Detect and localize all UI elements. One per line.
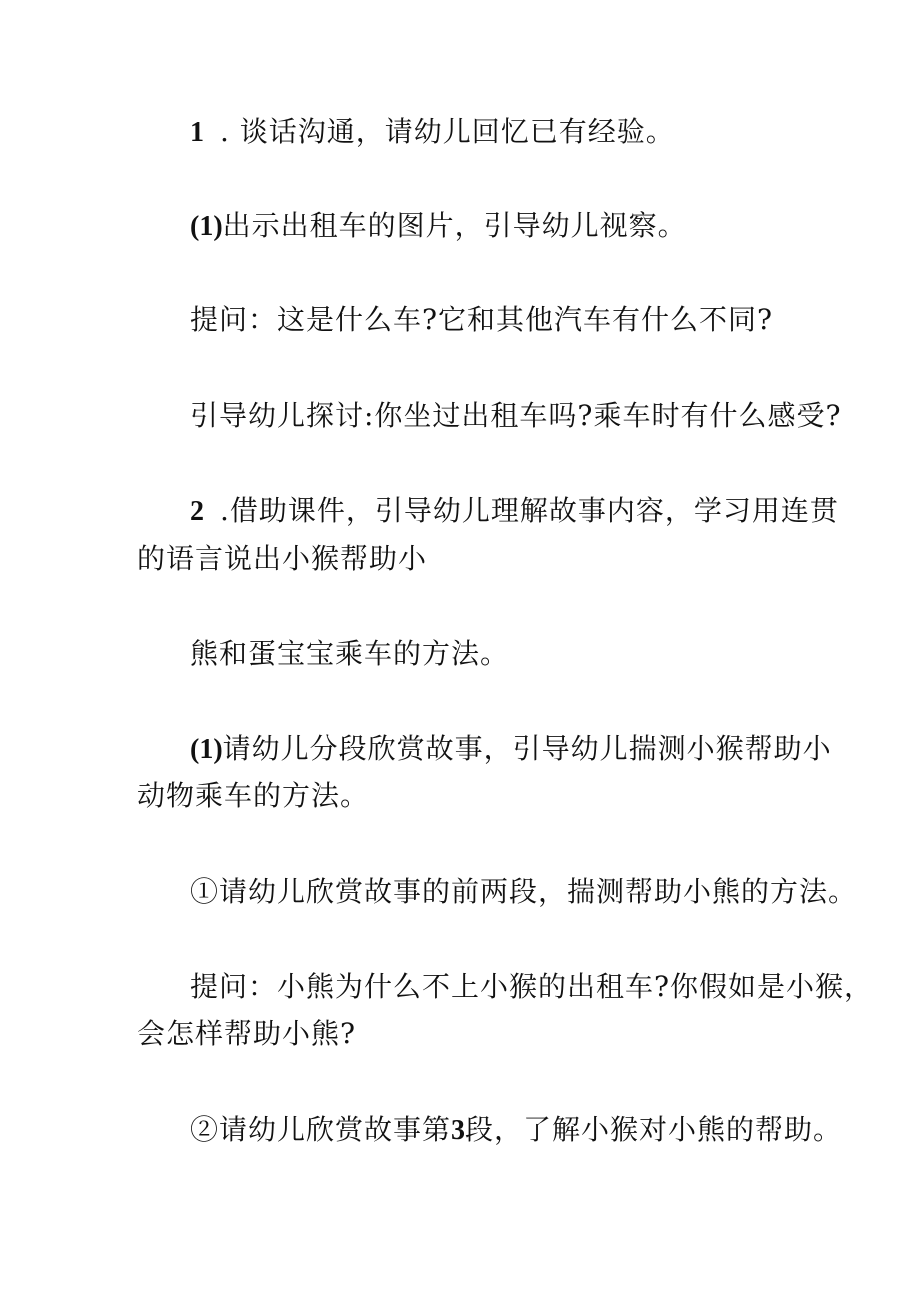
paragraph-9-continuation	[137, 1014, 356, 1054]
item-number: 3	[451, 1115, 466, 1146]
paragraph-4	[190, 396, 841, 436]
paragraph-text: . 谈话沟通，请幼儿回忆已有经验。	[220, 115, 675, 148]
paragraph-2	[190, 206, 687, 247]
paragraph-text: 提问：这是什么车?它和其他汽车有什么不同?	[190, 303, 774, 336]
paragraph-text: 请幼儿分段欣赏故事，引导幼儿揣测小猴帮助小	[222, 732, 832, 765]
paragraph-text: 的语言说出小猴帮助小	[137, 542, 428, 575]
paragraph-text: 会怎样帮助小熊?	[137, 1017, 357, 1050]
paragraph-text: 提问：小熊为什么不上小猴的出租车?你假如是小猴，	[190, 970, 874, 1003]
paragraph-6	[190, 634, 509, 674]
paragraph-text: ①请幼儿欣赏故事的前两段，揣测帮助小熊的方法。	[190, 875, 858, 908]
item-number: (1)	[190, 734, 223, 765]
item-number: (1)	[190, 211, 223, 242]
item-number: 1	[190, 117, 204, 148]
paragraph-7-continuation	[137, 776, 369, 816]
paragraph-1	[190, 112, 675, 153]
paragraph-text: 动物乘车的方法。	[137, 779, 370, 812]
paragraph-text: .借助课件，引导幼儿理解故事内容，学习用连贯	[220, 494, 839, 527]
paragraph-10	[190, 1110, 842, 1151]
paragraph-text: 段，了解小猴对小熊的帮助。	[465, 1113, 843, 1146]
paragraph-text: 出示出租车的图片，引导幼儿视察。	[222, 209, 687, 242]
paragraph-text: 引导幼儿探讨:你坐过出租车吗?乘车时有什么感受?	[190, 399, 842, 432]
paragraph-text: ②请幼儿欣赏故事第	[190, 1113, 452, 1146]
paragraph-5	[190, 491, 839, 532]
paragraph-7	[190, 729, 832, 770]
paragraph-9	[190, 967, 873, 1007]
paragraph-text: 熊和蛋宝宝乘车的方法。	[190, 637, 510, 670]
paragraph-3	[190, 300, 773, 340]
paragraph-5-continuation	[137, 539, 427, 579]
paragraph-8	[190, 872, 857, 912]
item-number: 2	[190, 496, 204, 527]
